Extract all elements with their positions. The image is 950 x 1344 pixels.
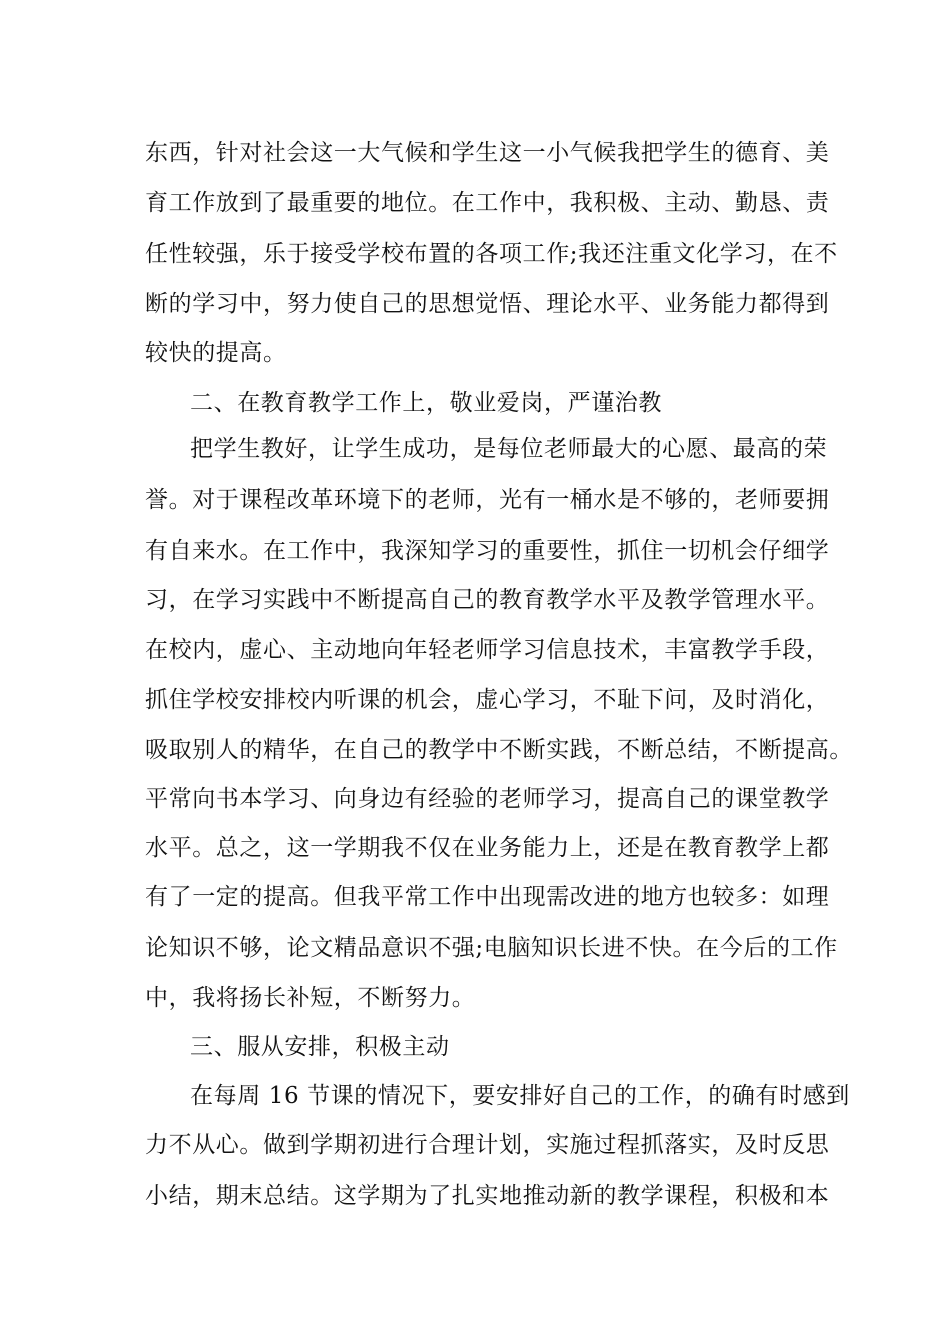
paragraph-line: 任性较强，乐于接受学校布置的各项工作;我还注重文化学习，在不 (145, 241, 838, 267)
paragraph-line: 论知识不够，论文精品意识不强;电脑知识长进不快。在今后的工作 (145, 935, 838, 961)
paragraph-line: 中，我将扬长补短，不断努力。 (145, 985, 476, 1011)
paragraph-line: 东西，针对社会这一大气候和学生这一小气候我把学生的德育、美 (145, 140, 830, 166)
paragraph-line: 平常向书本学习、向身边有经验的老师学习，提高自己的课堂教学 (145, 786, 830, 812)
paragraph-line: 有自来水。在工作中，我深知学习的重要性，抓住一切机会仔细学 (145, 538, 830, 564)
section-heading: 二、在教育教学工作上，敬业爱岗，严谨治教 (190, 390, 662, 416)
paragraph-line: 习，在学习实践中不断提高自己的教育教学水平及教学管理水平。 (145, 587, 830, 613)
paragraph-line: 吸取别人的精华，在自己的教学中不断实践，不断总结，不断提高。 (145, 737, 853, 763)
paragraph-line: 小结，期末总结。这学期为了扎实地推动新的教学课程，积极和本 (145, 1183, 830, 1209)
paragraph-line: 在校内，虚心、主动地向年轻老师学习信息技术，丰富教学手段， (145, 637, 830, 663)
paragraph-line: 力不从心。做到学期初进行合理计划，实施过程抓落实，及时反思 (145, 1132, 830, 1158)
paragraph-line: 把学生教好，让学生成功，是每位老师最大的心愿、最高的荣 (190, 436, 828, 462)
paragraph-line: 在每周 16 节课的情况下，要安排好自己的工作，的确有时感到 (190, 1083, 850, 1109)
paragraph-line: 育工作放到了最重要的地位。在工作中，我积极、主动、勤恳、责 (145, 190, 830, 216)
paragraph-line: 较快的提高。 (145, 340, 287, 366)
paragraph-line: 誉。对于课程改革环境下的老师，光有一桶水是不够的，老师要拥 (145, 487, 830, 513)
paragraph-line: 断的学习中，努力使自己的思想觉悟、理论水平、业务能力都得到 (145, 291, 830, 317)
section-heading: 三、服从安排，积极主动 (190, 1034, 450, 1060)
paragraph-line: 水平。总之，这一学期我不仅在业务能力上，还是在教育教学上都 (145, 835, 830, 861)
paragraph-line: 有了一定的提高。但我平常工作中出现需改进的地方也较多：如理 (145, 884, 830, 910)
paragraph-line: 抓住学校安排校内听课的机会，虚心学习，不耻下问，及时消化， (145, 687, 830, 713)
